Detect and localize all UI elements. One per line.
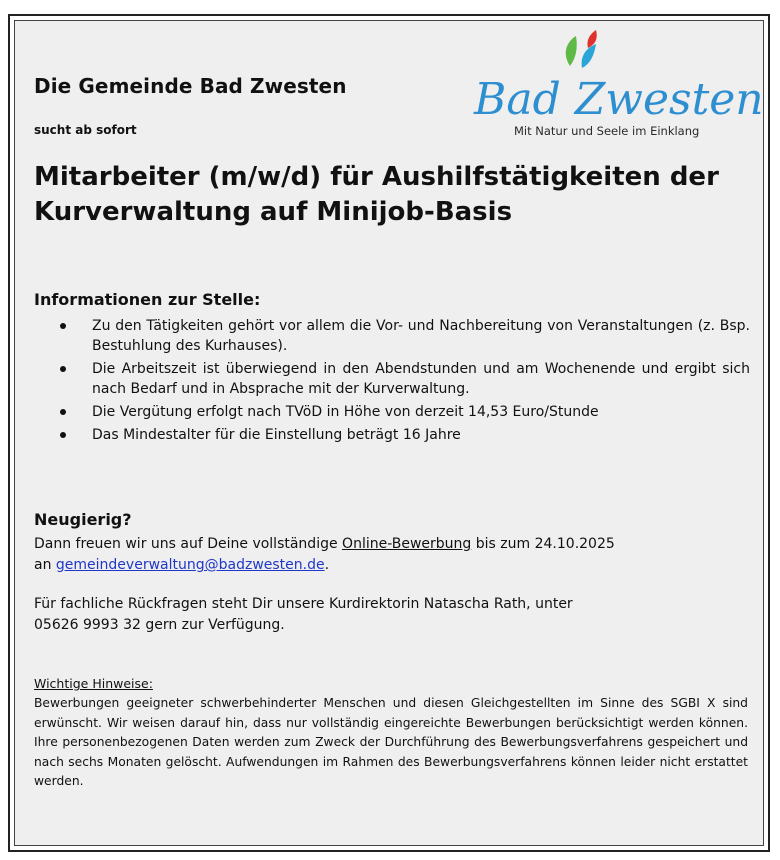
info-item <box>60 425 750 445</box>
info-item-text: Die Vergütung erfolgt nach TVöD in Höhe von derzeit 14,53 Euro/Stunde <box>92 404 599 420</box>
email-suffix: . <box>324 557 330 573</box>
logo-graphic <box>470 28 764 128</box>
bullet-icon <box>60 323 66 329</box>
email-prefix: an <box>34 557 56 573</box>
online-application-link[interactable]: Online-Bewerbung <box>342 536 472 552</box>
info-item <box>60 359 750 399</box>
deadline-text: bis zum 24.10.2025 <box>471 536 615 552</box>
email-link[interactable]: gemeindeverwaltung@badzwesten.de <box>55 557 325 573</box>
info-item-text: Die Arbeitszeit ist überwiegend in den Abendstunden und am Wochenende und ergibt sich nach Bedarf und in Absprache mit der Kurverwaltung. <box>92 361 750 397</box>
subtitle: sucht ab sofort <box>34 123 137 137</box>
logo-leaf-blue <box>582 44 596 68</box>
info-list <box>60 316 750 448</box>
notes-heading: Wichtige Hinweise: <box>34 676 153 691</box>
bullet-icon <box>60 409 66 415</box>
employer-name: Die Gemeinde Bad Zwesten <box>34 74 347 98</box>
logo-tagline: Mit Natur und Seele im Einklang <box>514 124 700 138</box>
info-heading: Informationen zur Stelle: <box>34 290 261 309</box>
logo-wordmark: Bad Zwesten <box>474 74 764 125</box>
bullet-icon <box>60 432 66 438</box>
info-item <box>60 316 750 356</box>
info-item-text: Das Mindestalter für die Einstellung beträgt 16 Jahre <box>92 427 461 443</box>
questions-text: Für fachliche Rückfragen steht Dir unsere Kurdirektorin Natascha Rath, unter <box>34 596 573 612</box>
logo-leaf-green <box>566 36 577 66</box>
bad-zwesten-logo <box>470 28 764 148</box>
contact-heading: Neugierig? <box>34 510 132 529</box>
job-title: Mitarbeiter (m/w/d) für Aushilfstätigkeiten der Kurverwaltung auf Minijob-Basis <box>34 162 719 227</box>
info-item <box>60 402 750 422</box>
questions-paragraph <box>34 594 754 636</box>
apply-text: Dann freuen wir uns auf Deine vollständige <box>34 536 343 552</box>
phone-text: 05626 9993 32 gern zur Verfügung. <box>34 617 285 633</box>
notes-body: Bewerbungen geeigneter schwerbehinderter Menschen und diesen Gleichgestellten im Sinne des SGBI X sind erwünscht. Wir weisen darauf hin, dass nur vollständig eingereichte Bewerbungen berücksichtigt werden können. Ihre personenbezogenen Daten werden zum Zweck der Durchführung des Bewerbungsverfahrens gespeichert und nach sechs Monaten gelöscht. Aufwendungen im Rahmen des Bewerbungsverfahrens können leider nicht erstattet werden. <box>34 696 748 788</box>
bullet-icon <box>60 366 66 372</box>
info-item-text: Zu den Tätigkeiten gehört vor allem die Vor- und Nachbereitung von Veranstaltungen (z. Bsp. Bestuhlung des Kurhauses). <box>92 318 750 354</box>
apply-paragraph <box>34 534 754 576</box>
